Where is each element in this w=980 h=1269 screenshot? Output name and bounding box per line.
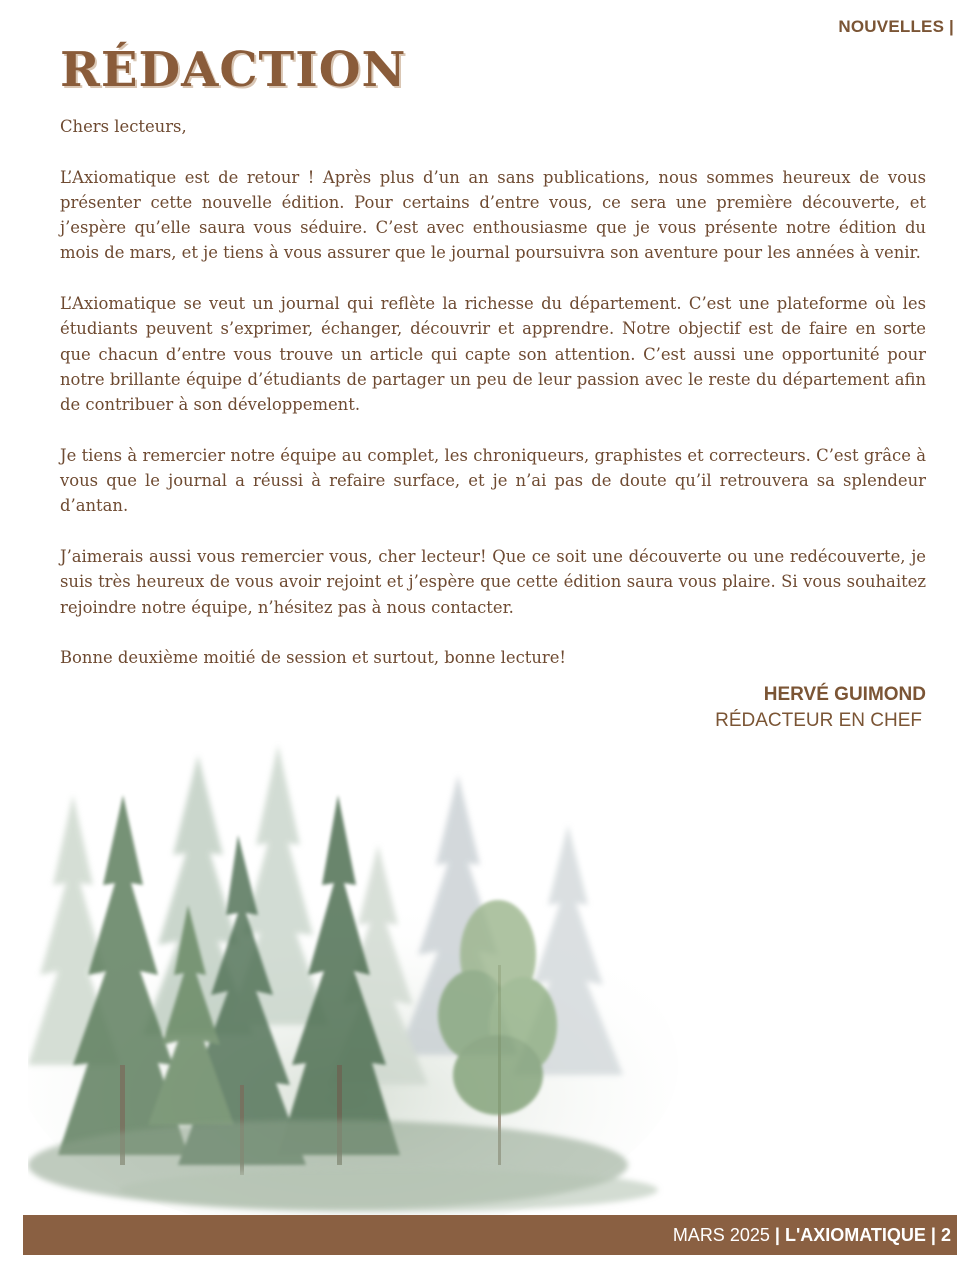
signature-block	[715, 682, 926, 734]
footer-issue: MARS 2025	[672, 1225, 770, 1245]
footer-separator: |	[774, 1225, 780, 1245]
letter-paragraph-1: L’Axiomatique est de retour ! Après plus d’un an sans publications, nous sommes heureux de vous présenter cette nouvelle édition. Pour certains d’entre vous, ce sera une première découverte, et j’espère qu’elle saura vous séduire. C’est avec enthousiasme que je vous présente notre édition du mois de mars, et je tiens à vous assurer que le journal poursuivra son aventure pour les années à venir.	[60, 167, 926, 263]
letter-closing: Bonne deuxième moitié de session et surtout, bonne lecture!	[60, 648, 567, 668]
letter-greeting: Chers lecteurs,	[60, 117, 187, 136]
author-name: HERVÉ GUIMOND	[763, 684, 926, 705]
letter-paragraph-4: J’aimerais aussi vous remercier vous, cher lecteur! Que ce soit une découverte ou une redécouverte, je suis très heureux de vous avoir rejoint et j’espère que cette édition saura vous plaire. Si vous souhaitez rejoindre notre équipe, n’hésitez pas à nous contacter.	[60, 547, 926, 617]
footer-publication: L'AXIOMATIQUE	[784, 1225, 926, 1245]
footer-page-number: 2	[940, 1225, 951, 1245]
editorial-letter	[60, 114, 926, 696]
footer-text	[673, 1215, 951, 1255]
footer-bar	[23, 1215, 957, 1255]
watercolor-forest-illustration	[28, 735, 678, 1215]
footer-separator-2: |	[930, 1225, 936, 1245]
letter-paragraph-3: Je tiens à remercier notre équipe au complet, les chroniqueurs, graphistes et correcteurs. C’est grâce à vous que le journal a réussi à refaire surface, et je n’ai pas de doute qu’il retrouvera sa splendeur d’antan.	[60, 445, 926, 516]
author-role: RÉDACTEUR EN CHEF	[715, 710, 922, 731]
section-label: NOUVELLES |	[838, 17, 954, 36]
page-title: RÉDACTION	[60, 42, 407, 98]
letter-paragraph-2: L’Axiomatique se veut un journal qui reflète la richesse du département. C’est une plateforme où les étudiants peuvent s’exprimer, échanger, découvrir et apprendre. Notre objectif est de faire en sorte que chacun d’entre vous trouve un article qui capte son attention. C’est aussi une opportunité pour notre brillante équipe d’étudiants de partager un peu de leur passion avec le reste du département afin de contribuer à son développement.	[60, 294, 926, 415]
